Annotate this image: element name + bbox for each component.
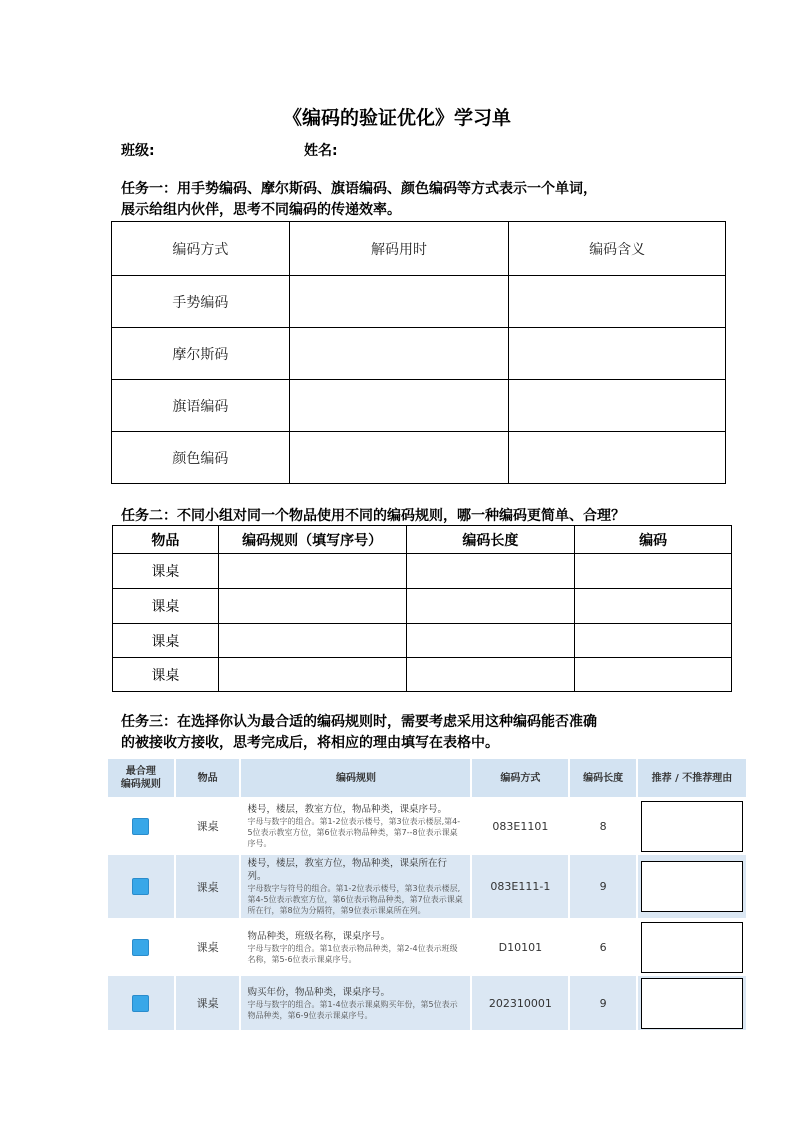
method-cell: 手势编码 [112,276,290,328]
header-reason: 推荐 / 不推荐理由 [638,759,746,797]
meaning-cell[interactable] [509,380,726,432]
rule-cell[interactable] [218,554,406,589]
method-cell: 摩尔斯码 [112,328,290,380]
item-cell: 课桌 [176,855,240,918]
table-row [108,920,746,974]
task2-instructions: 任务二：不同小组对同一个物品使用不同的编码规则，哪一种编码更简单、合理？ [121,508,625,524]
item-cell: 课桌 [113,589,219,624]
header-best-rule: 最合理 编码规则 [108,759,174,797]
table-row [112,328,726,380]
header-cell: 解码用时 [289,222,509,276]
item-cell: 课桌 [113,554,219,589]
header-cell: 编码规则（填写序号） [218,526,406,554]
rule-cell[interactable] [218,624,406,658]
task3-line2: 的被接收方接收，思考完成后，将相应的理由填写在表格中。 [121,735,499,751]
name-label: 姓名: [304,143,338,159]
rule-cell [241,920,470,974]
reason-input[interactable] [641,801,743,852]
checkbox[interactable] [132,939,149,956]
task1-table [111,221,726,484]
code-cell[interactable] [575,624,732,658]
rule-main: 物品种类，班级名称，课桌序号。 [247,930,390,942]
table-row [112,276,726,328]
table-header-row [112,222,726,276]
header-cell: 编码方式 [112,222,290,276]
table-header-row [113,526,732,554]
method-cell: 颜色编码 [112,432,290,484]
checkbox[interactable] [132,878,149,895]
length-cell: 6 [570,920,636,974]
length-cell[interactable] [406,624,575,658]
table-header-row [108,759,746,797]
rule-main: 楼号，楼层，教室方位，物品种类，课桌序号。 [247,804,447,815]
length-cell: 9 [570,976,636,1030]
task3-line1: 任务三：在选择你认为最合适的编码规则时，需要考虑采用这种编码能否准确 [121,714,597,730]
rule-cell [241,855,470,918]
meaning-cell[interactable] [509,432,726,484]
reason-input[interactable] [641,922,743,973]
task3-table [106,757,748,1032]
meaning-cell[interactable] [509,276,726,328]
task2-table [112,525,732,692]
table-row [112,380,726,432]
table-row [108,855,746,918]
reason-cell [638,976,746,1030]
task1-line1: 任务一：用手势编码、摩尔斯码、旗语编码、颜色编码等方式表示一个单词， [121,181,597,197]
rule-cell [241,799,470,853]
checkbox[interactable] [132,995,149,1012]
task1-instructions [121,179,597,221]
best-rule-cell [108,855,174,918]
code-cell[interactable] [575,658,732,692]
meaning-cell[interactable] [509,328,726,380]
item-cell: 课桌 [113,624,219,658]
best-rule-cell [108,799,174,853]
item-cell: 课桌 [176,799,240,853]
best-rule-cell [108,976,174,1030]
rule-detail: 字母与数字的组合。第1-4位表示课桌购买年份，第5位表示物品种类，第6-9位表示课桌序号。 [247,999,458,1020]
code-cell: 202310001 [472,976,568,1030]
header-cell: 编码长度 [406,526,575,554]
reason-cell [638,920,746,974]
code-cell: 083E111-1 [472,855,568,918]
table-row [108,799,746,853]
header-cell: 编码 [575,526,732,554]
code-cell: D10101 [472,920,568,974]
code-cell[interactable] [575,589,732,624]
reason-cell [638,855,746,918]
reason-input[interactable] [641,978,743,1029]
header-method: 编码方式 [472,759,568,797]
rule-detail: 字母数字与符号的组合。第1-2位表示楼号，第3位表示楼层,第4-5位表示教室方位，第6位表示物品种类，第7位表示课桌所在行，第8位为分隔符，第9位表示课桌所在列。 [247,884,463,915]
code-cell: 083E1101 [472,799,568,853]
table-row [113,589,732,624]
decode-time-cell[interactable] [289,276,509,328]
rule-main: 楼号，楼层，教室方位，物品种类，课桌所在行列。 [247,858,447,882]
class-label: 班级: [121,143,155,159]
page-title: 《编码的验证优化》学习单 [282,107,511,129]
method-cell: 旗语编码 [112,380,290,432]
rule-cell[interactable] [218,658,406,692]
header-cell: 编码含义 [509,222,726,276]
reason-cell [638,799,746,853]
decode-time-cell[interactable] [289,380,509,432]
table-row [108,976,746,1030]
item-cell: 课桌 [176,920,240,974]
decode-time-cell[interactable] [289,328,509,380]
rule-detail: 字母与数字的组合。第1-2位表示楼号，第3位表示楼层,第4-5位表示教室方位，第6位表示物品种类，第7--8位表示课桌序号。 [247,817,461,848]
length-cell: 8 [570,799,636,853]
table-row [112,432,726,484]
length-cell: 9 [570,855,636,918]
task1-line2: 展示给组内伙伴，思考不同编码的传递效率。 [121,202,401,218]
checkbox[interactable] [132,818,149,835]
reason-input[interactable] [641,861,743,912]
header-item: 物品 [176,759,240,797]
item-cell: 课桌 [176,976,240,1030]
header-cell: 物品 [113,526,219,554]
length-cell[interactable] [406,658,575,692]
task3-instructions [121,712,597,754]
header-rule: 编码规则 [241,759,470,797]
table-row [113,624,732,658]
item-cell: 课桌 [113,658,219,692]
rule-detail: 字母与数字的组合。第1位表示物品种类，第2-4位表示班级名称，第5-6位表示课桌序号。 [247,943,458,964]
header-length: 编码长度 [570,759,636,797]
rule-cell[interactable] [218,589,406,624]
table-row [113,658,732,692]
decode-time-cell[interactable] [289,432,509,484]
best-rule-cell [108,920,174,974]
length-cell[interactable] [406,554,575,589]
length-cell[interactable] [406,589,575,624]
table-row [113,554,732,589]
rule-cell [241,976,470,1030]
rule-main: 购买年份，物品种类，课桌序号。 [247,986,390,998]
code-cell[interactable] [575,554,732,589]
